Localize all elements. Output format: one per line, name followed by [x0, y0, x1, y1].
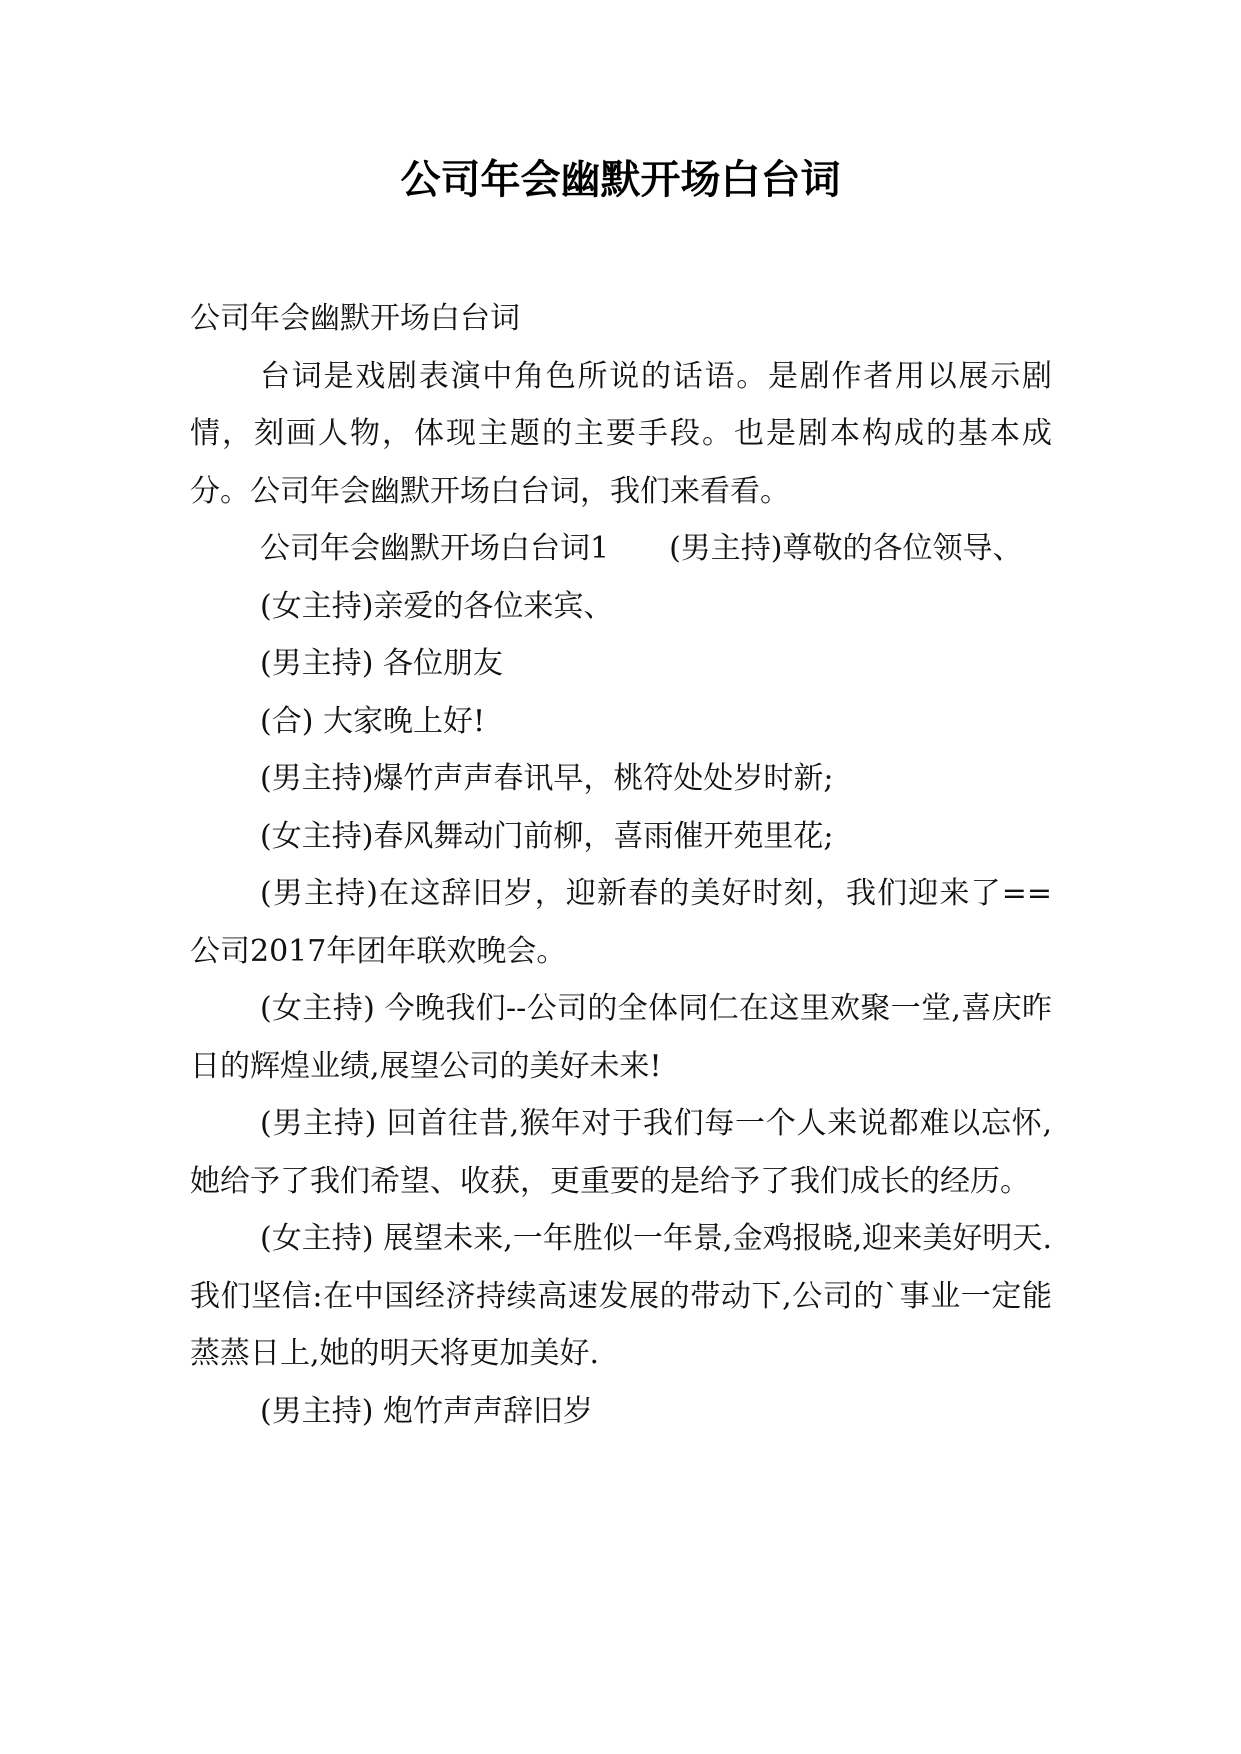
- paragraph: (男主持) 炮竹声声辞旧岁: [260, 1393, 593, 1429]
- document-title: 公司年会幽默开场白台词: [400, 157, 841, 203]
- paragraph: (女主持)亲爱的各位来宾、: [260, 588, 614, 624]
- paragraph: (女主持) 今晚我们--公司的全体同仁在这里欢聚一堂,喜庆昨日的辉煌业绩,展望公司的美好未来!: [190, 991, 1052, 1084]
- paragraph: (男主持)在这辞旧岁，迎新春的美好时刻，我们迎来了==公司2017年团年联欢晚会。: [190, 876, 1052, 969]
- paragraph: (男主持) 回首往昔,猴年对于我们每一个人来说都难以忘怀,她给予了我们希望、收获，更重要的是给予了我们成长的经历。: [190, 1106, 1052, 1199]
- paragraph: 公司年会幽默开场白台词1 (男主持)尊敬的各位领导、: [260, 531, 1023, 566]
- paragraph: 台词是戏剧表演中角色所说的话语。是剧作者用以展示剧情，刻画人物，体现主题的主要手段。也是剧本构成的基本成分。公司年会幽默开场白台词，我们来看看。: [190, 358, 1052, 509]
- paragraph: (男主持)爆竹声声春讯早，桃符处处岁时新;: [260, 761, 834, 796]
- paragraph: (女主持) 展望未来,一年胜似一年景,金鸡报晓,迎来美好明天.我们坚信:在中国经济持续高速发展的带动下,公司的`事业一定能蒸蒸日上,她的明天将更加美好.: [190, 1221, 1052, 1371]
- document-body: [190, 290, 1052, 1440]
- paragraph-subtitle: 公司年会幽默开场白台词: [190, 301, 520, 336]
- paragraph: (合) 大家晚上好!: [260, 703, 485, 739]
- paragraph: (男主持) 各位朋友: [260, 646, 503, 681]
- paragraph: (女主持)春风舞动门前柳，喜雨催开苑里花;: [260, 818, 834, 854]
